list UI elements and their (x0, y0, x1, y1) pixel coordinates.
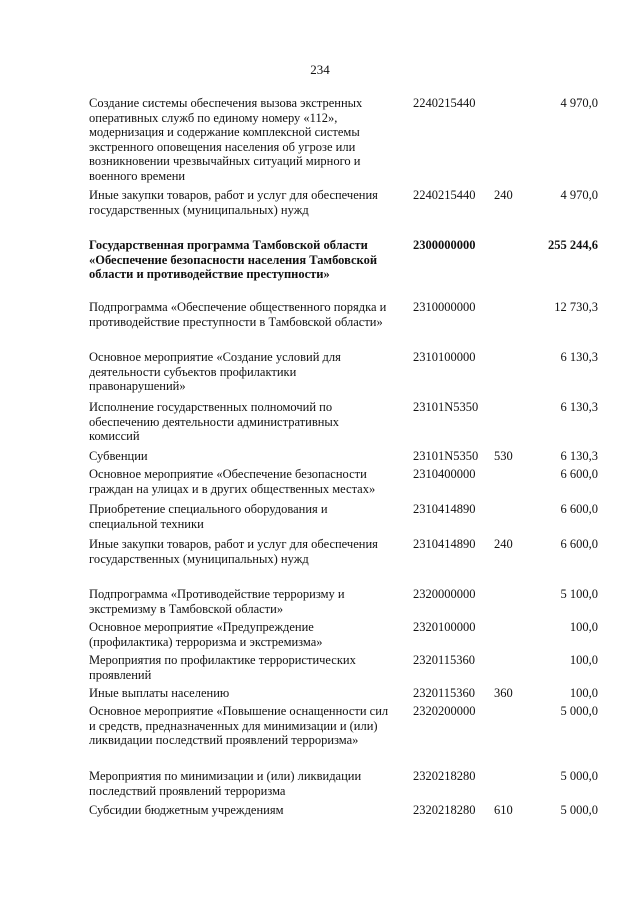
row-name: Субвенции (89, 449, 148, 463)
row-type: 530 (494, 449, 513, 463)
row-type: 610 (494, 803, 513, 817)
row-amount: 5 000,0 (560, 769, 598, 783)
row-type: 360 (494, 686, 513, 700)
row-name: Субсидии бюджетным учреждениям (89, 803, 284, 817)
row-name: Подпрограмма «Противодействие терроризму и экстремизму в Тамбовской области» (89, 587, 345, 616)
row-name: Государственная программа Тамбовской области «Обеспечение безопасности населения Тамбовской области и противодействие преступности» (89, 238, 378, 282)
row-amount: 6 130,3 (560, 400, 598, 414)
row-amount: 6 600,0 (560, 537, 598, 551)
row-amount: 5 000,0 (560, 704, 598, 718)
row-amount: 100,0 (569, 686, 598, 700)
row-type: 240 (494, 537, 513, 551)
row-code: 2240215440 (413, 188, 476, 202)
row-amount: 12 730,3 (554, 300, 598, 314)
page-number: 234 (310, 62, 330, 77)
row-name: Основное мероприятие «Обеспечение безопасности граждан на улицах и в других общественных местах» (89, 467, 376, 496)
row-code: 2310000000 (413, 300, 476, 314)
row-name: Мероприятия по минимизации и (или) ликвидации последствий проявлений терроризма (89, 769, 362, 798)
row-code: 2320100000 (413, 620, 476, 634)
row-code: 2240215440 (413, 96, 476, 110)
row-amount: 6 130,3 (560, 449, 598, 463)
row-amount: 100,0 (569, 620, 598, 634)
row-code: 23101N5350 (413, 449, 479, 463)
row-code: 2310400000 (413, 467, 476, 481)
row-amount: 5 000,0 (560, 803, 598, 817)
row-code: 23101N5350 (413, 400, 479, 414)
row-name: Основное мероприятие «Повышение оснащенности сил и средств, предназначенных для минимизации и (или) ликвидации последствий проявлений терроризма» (89, 704, 389, 748)
row-code: 2320000000 (413, 587, 476, 601)
row-name: Исполнение государственных полномочий по обеспечению деятельности административных комиссий (89, 400, 340, 444)
row-name: Подпрограмма «Обеспечение общественного порядка и противодействие преступности в Тамбовской области» (89, 300, 387, 329)
row-amount: 4 970,0 (560, 96, 598, 110)
row-code: 2320218280 (413, 769, 476, 783)
row-amount: 4 970,0 (560, 188, 598, 202)
row-type: 240 (494, 188, 513, 202)
row-code: 2310100000 (413, 350, 476, 364)
row-code: 2320200000 (413, 704, 476, 718)
row-code: 2310414890 (413, 537, 476, 551)
row-code: 2320115360 (413, 653, 476, 667)
row-amount: 100,0 (569, 653, 598, 667)
row-name: Иные закупки товаров, работ и услуг для обеспечения государственных (муниципальных) нужд (89, 188, 378, 217)
row-code: 2310414890 (413, 502, 476, 516)
row-amount: 6 600,0 (560, 502, 598, 516)
row-amount: 6 600,0 (560, 467, 598, 481)
row-name: Приобретение специального оборудования и специальной техники (89, 502, 328, 531)
row-name: Иные выплаты населению (89, 686, 230, 700)
row-amount: 255 244,6 (548, 238, 598, 252)
row-code: 2320115360 (413, 686, 476, 700)
row-name: Основное мероприятие «Предупреждение (профилактика) терроризма и экстремизма» (89, 620, 323, 649)
row-name: Создание системы обеспечения вызова экстренных оперативных служб по единому номеру «112», модернизация и содержание комплексной системы экстренного оповещения населения об угрозе или возникновении чрезвычайных ситуаций мирного и военного времени (89, 96, 363, 183)
row-code: 2300000000 (413, 238, 476, 252)
row-name: Иные закупки товаров, работ и услуг для обеспечения государственных (муниципальных) нужд (89, 537, 378, 566)
row-name: Мероприятия по профилактике террористических проявлений (89, 653, 356, 682)
row-code: 2320218280 (413, 803, 476, 817)
row-name: Основное мероприятие «Создание условий для деятельности субъектов профилактики правонарушений» (89, 350, 341, 394)
row-amount: 6 130,3 (560, 350, 598, 364)
row-amount: 5 100,0 (560, 587, 598, 601)
